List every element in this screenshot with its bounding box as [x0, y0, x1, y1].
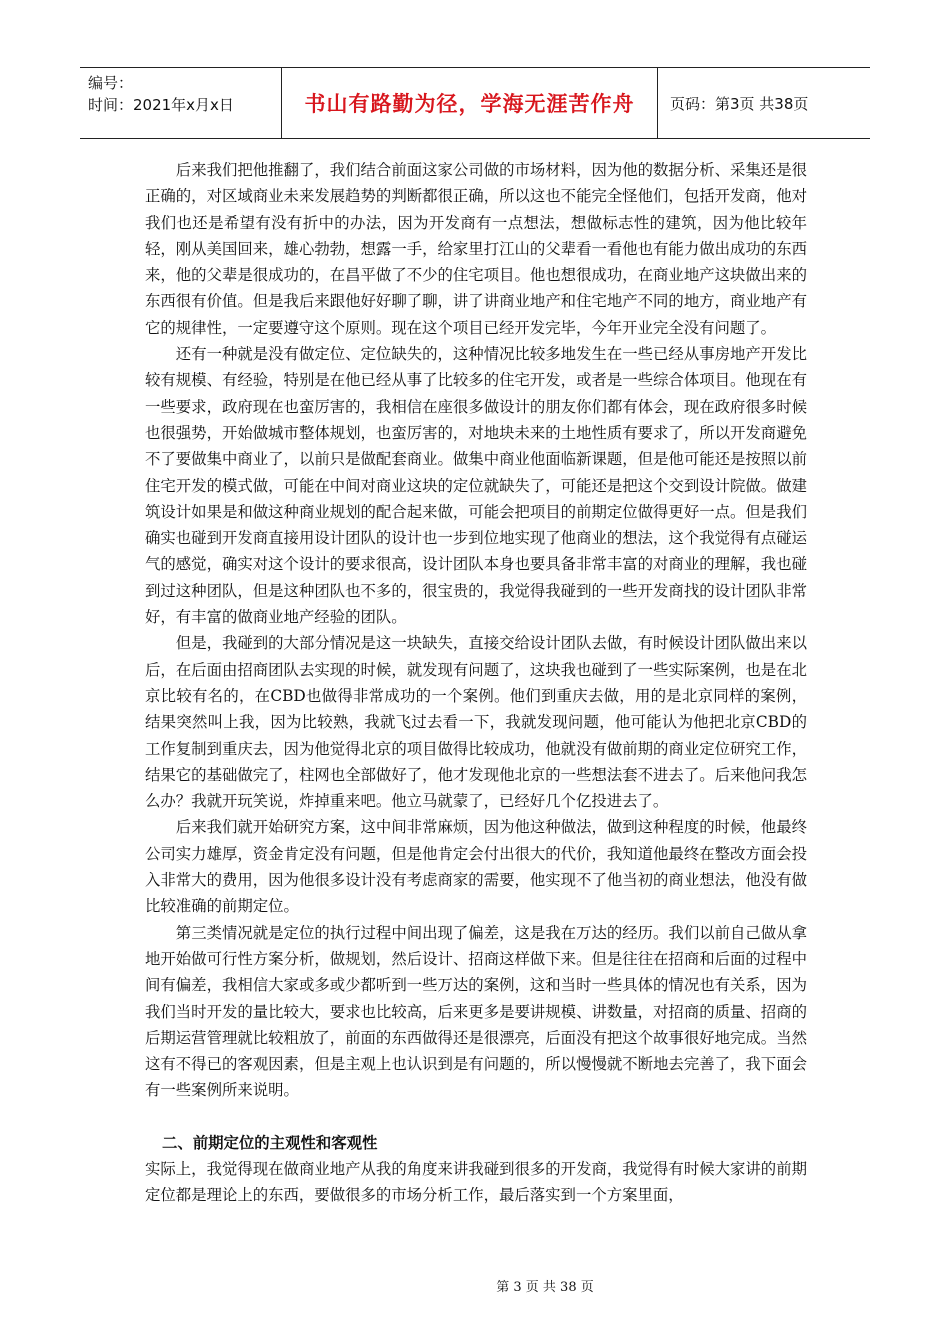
section-heading: 二、前期定位的主观性和客观性 — [161, 1133, 378, 1152]
header-meta — [80, 68, 282, 138]
document-number-label: 编号： — [88, 74, 134, 92]
document-date: 时间：2021年x月x日 — [88, 96, 234, 114]
page-footer: 第 3 页 共 38 页 — [496, 1280, 594, 1295]
body-paragraph: 但是，我碰到的大部分情况是这一块缺失，直接交给设计团队去做，有时候设计团队做出来以后，在后面由招商团队去实现的时候，就发现有问题了，这块我也碰到了一些实际案例，也是在北京比较有名的，在CBD也做得非常成功的一个案例。他们到重庆去做，用的是北京同样的案例，结果突然叫上我，因为比较熟，我就飞过去看一下，我就发现问题，他可能认为他把北京CBD的工作复制到重庆去，因为他觉得北京的项目做得比较成功，他就没有做前期的商业定位研究工作，结果它的基础做完了，柱网也全部做好了，他才发现他北京的一些想法套不进去了。后来他问我怎么办？我就开玩笑说，炸掉重来吧。他立马就蒙了，已经好几个亿投进去了。 — [145, 634, 807, 811]
document-body — [145, 157, 807, 1209]
header-page-info: 页码：第3页 共38页 — [670, 94, 809, 113]
body-paragraph: 后来我们把他推翻了，我们结合前面这家公司做的市场材料，因为他的数据分析、采集还是很正确的，对区域商业未来发展趋势的判断都很正确，所以这也不能完全怪他们，包括开发商，他对我们也还是希望有没有折中的办法，因为开发商有一点想法，想做标志性的建筑，因为他比较年轻，刚从美国回来，雄心勃勃，想露一手，给家里打江山的父辈看一看他也有能力做出成功的东西来，他的父辈是很成功的，在昌平做了不少的住宅项目。他也想很成功，在商业地产这块做出来的东西很有价值。但是我后来跟他好好聊了聊，讲了讲商业地产和住宅地产不同的地方，商业地产有它的规律性，一定要遵守这个原则。现在这个项目已经开发完毕，今年开业完全没有问题了。 — [145, 161, 807, 337]
body-paragraph: 后来我们就开始研究方案，这中间非常麻烦，因为他这种做法，做到这种程度的时候，他最终公司实力雄厚，资金肯定没有问题，但是他肯定会付出很大的代价，我知道他最终在整改方面会投入非常大的费用，因为他很多设计没有考虑商家的需要，他实现不了他当初的商业想法，他没有做比较准确的前期定位。 — [145, 818, 807, 916]
body-paragraph: 第三类情况就是定位的执行过程中间出现了偏差，这是我在万达的经历。我们以前自己做从拿地开始做可行性方案分析，做规划，然后设计、招商这样做下来。但是往往在招商和后面的过程中间有偏差，我相信大家或多或少都听到一些万达的案例，这和当时一些具体的情况也有关系，因为我们当时开发的量比较大，要求也比较高，后来更多是要讲规模、讲数量，对招商的质量、招商的后期运营管理就比较粗放了，前面的东西做得还是很漂亮，后面没有把这个故事很好地完成。当然这有不得已的客观因素，但是主观上也认识到是有问题的，所以慢慢就不断地去完善了，我下面会有一些案例所来说明。 — [145, 923, 807, 1100]
page-header — [80, 67, 870, 139]
body-paragraph: 还有一种就是没有做定位、定位缺失的，这种情况比较多地发生在一些已经从事房地产开发比较有规模、有经验，特别是在他已经从事了比较多的住宅开发，或者是一些综合体项目。他现在有一些要求，政府现在也蛮厉害的，我相信在座很多做设计的朋友你们都有体会，现在政府很多时候也很强势，开始做城市整体规划，也蛮厉害的，对地块未来的土地性质有要求了，所以开发商避免不了要做集中商业了，以前只是做配套商业。做集中商业他面临新课题，但是他可能还是按照以前住宅开发的模式做，可能在中间对商业这块的定位就缺失了，可能还是把这个交到设计院做。做建筑设计如果是和做这种商业规划的配合起来做，可能会把项目的前期定位做得更好一点。但是我们确实也碰到开发商直接用设计团队的设计也一步到位地实现了他商业的想法，这个我觉得有点碰运气的感觉，确实对这个设计的要求很高，设计团队本身也要具备非常丰富的对商业的理解，我也碰到过这种团队，但是这种团队也不多的，很宝贵的，我觉得我碰到的一些开发商找的设计团队非常好，有丰富的做商业地产经验的团队。 — [145, 345, 807, 627]
header-motto: 书山有路勤为径，学海无涯苦作舟 — [282, 68, 658, 138]
body-paragraph: 实际上，我觉得现在做商业地产从我的角度来讲我碰到很多的开发商，我觉得有时候大家讲的前期定位都是理论上的东西，要做很多的市场分析工作，最后落实到一个方案里面， — [145, 1159, 807, 1205]
